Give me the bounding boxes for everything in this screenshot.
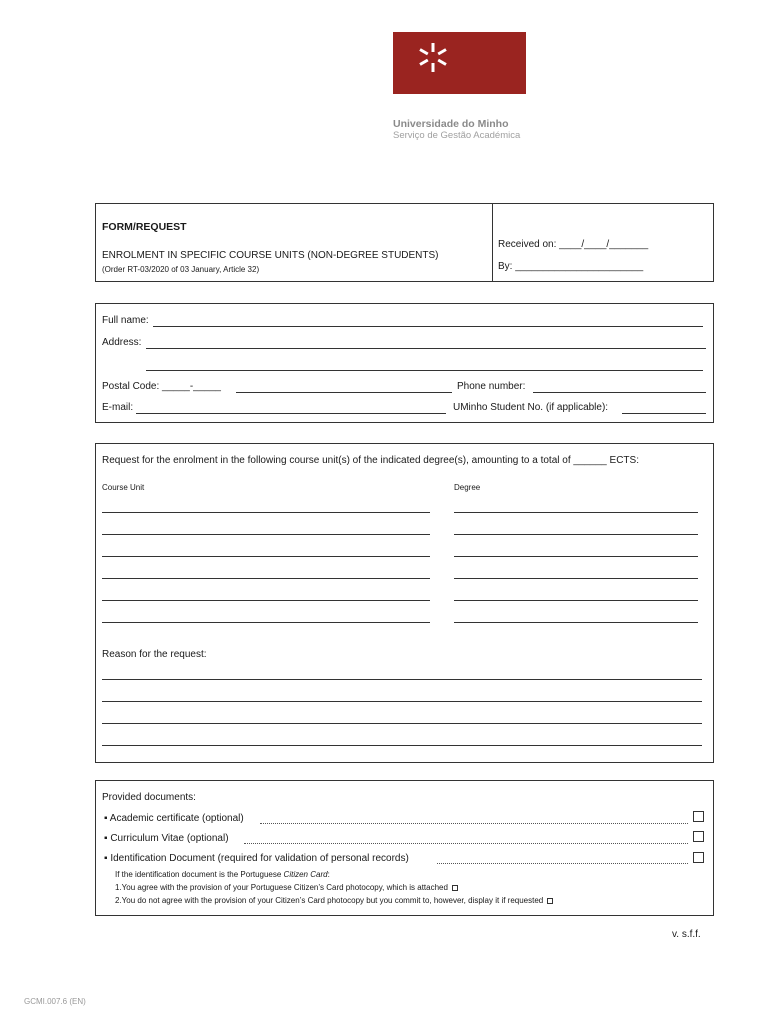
citizen-note-suffix: : — [327, 870, 330, 879]
student-no-field[interactable] — [622, 413, 706, 414]
email-field[interactable] — [136, 413, 446, 414]
form-code: GCMI.007.6 (EN) — [24, 997, 86, 1006]
course-unit-field[interactable] — [102, 556, 430, 557]
form-title: FORM/REQUEST — [102, 221, 187, 233]
service-name: Serviço de Gestão Académica — [393, 130, 521, 141]
full-name-field[interactable] — [153, 326, 703, 327]
degree-field[interactable] — [454, 600, 698, 601]
degree-field[interactable] — [454, 578, 698, 579]
course-unit-header: Course Unit — [102, 483, 145, 492]
phone-label: Phone number: — [457, 381, 526, 392]
identification-document-checkbox[interactable] — [693, 852, 704, 863]
postal-code-field[interactable]: Postal Code: _____-_____ — [102, 381, 221, 392]
disagree-checkbox[interactable] — [547, 898, 553, 904]
reason-field[interactable] — [102, 723, 702, 724]
course-unit-field[interactable] — [102, 512, 430, 513]
degree-field[interactable] — [454, 556, 698, 557]
citizen-note-prefix: If the identification document is the Portuguese — [115, 870, 284, 879]
address-field-line-2[interactable] — [146, 370, 703, 371]
document-item-cv: ▪ Curriculum Vitae (optional) — [104, 833, 229, 844]
locality-field[interactable] — [236, 392, 452, 393]
academic-certificate-checkbox[interactable] — [693, 811, 704, 822]
citizen-option-2-text: 2.You do not agree with the provision of your Citizen’s Card photocopy but you commit to, however, display it if requested — [115, 896, 544, 905]
reason-field[interactable] — [102, 701, 702, 702]
citizen-option-1-text: 1.You agree with the provision of your Portuguese Citizen’s Card photocopy, which is attached — [115, 883, 448, 892]
citizen-option-2 — [115, 896, 553, 905]
dot-leader — [260, 823, 688, 824]
curriculum-vitae-checkbox[interactable] — [693, 831, 704, 842]
university-name: Universidade do Minho — [393, 118, 509, 130]
course-unit-field[interactable] — [102, 578, 430, 579]
email-label: E-mail: — [102, 402, 134, 413]
citizen-card-note — [115, 870, 330, 879]
address-label: Address: — [102, 337, 142, 348]
degree-field[interactable] — [454, 512, 698, 513]
received-by-field[interactable]: By: _______________________ — [498, 261, 644, 272]
reason-field[interactable] — [102, 745, 702, 746]
form-subtitle: ENROLMENT IN SPECIFIC COURSE UNITS (NON-DEGREE STUDENTS) — [102, 250, 439, 261]
request-box — [95, 443, 714, 763]
student-no-label: UMinho Student No. (if applicable): — [453, 402, 609, 413]
document-item-academic-certificate: ▪ Academic certificate (optional) — [104, 813, 244, 824]
dot-leader — [437, 863, 688, 864]
citizen-option-1 — [115, 883, 458, 892]
citizen-note-em: Citizen Card — [283, 870, 328, 879]
phone-field[interactable] — [533, 392, 706, 393]
agree-checkbox[interactable] — [452, 885, 458, 891]
degree-field[interactable] — [454, 622, 698, 623]
university-logo — [393, 32, 526, 94]
degree-field[interactable] — [454, 534, 698, 535]
personal-data-box — [95, 303, 714, 423]
request-intro: Request for the enrolment in the following course unit(s) of the indicated degree(s), amounting to a total of ______ ECTS: — [102, 455, 639, 466]
received-on-field[interactable]: Received on: ____/____/_______ — [498, 239, 649, 250]
reason-label: Reason for the request: — [102, 649, 207, 660]
document-item-id: ▪ Identification Document (required for validation of personal records) — [104, 853, 409, 864]
course-unit-field[interactable] — [102, 534, 430, 535]
reason-field[interactable] — [102, 679, 702, 680]
full-name-label: Full name: — [102, 315, 149, 326]
dot-leader — [244, 843, 688, 844]
degree-header: Degree — [454, 483, 481, 492]
documents-label: Provided documents: — [102, 792, 196, 803]
address-field[interactable] — [146, 348, 706, 349]
form-order: (Order RT-03/2020 of 03 January, Article 32) — [102, 265, 260, 274]
vsff-note: v. s.f.f. — [672, 929, 701, 940]
course-unit-field[interactable] — [102, 600, 430, 601]
course-unit-field[interactable] — [102, 622, 430, 623]
logo-mark-icon — [393, 32, 526, 94]
